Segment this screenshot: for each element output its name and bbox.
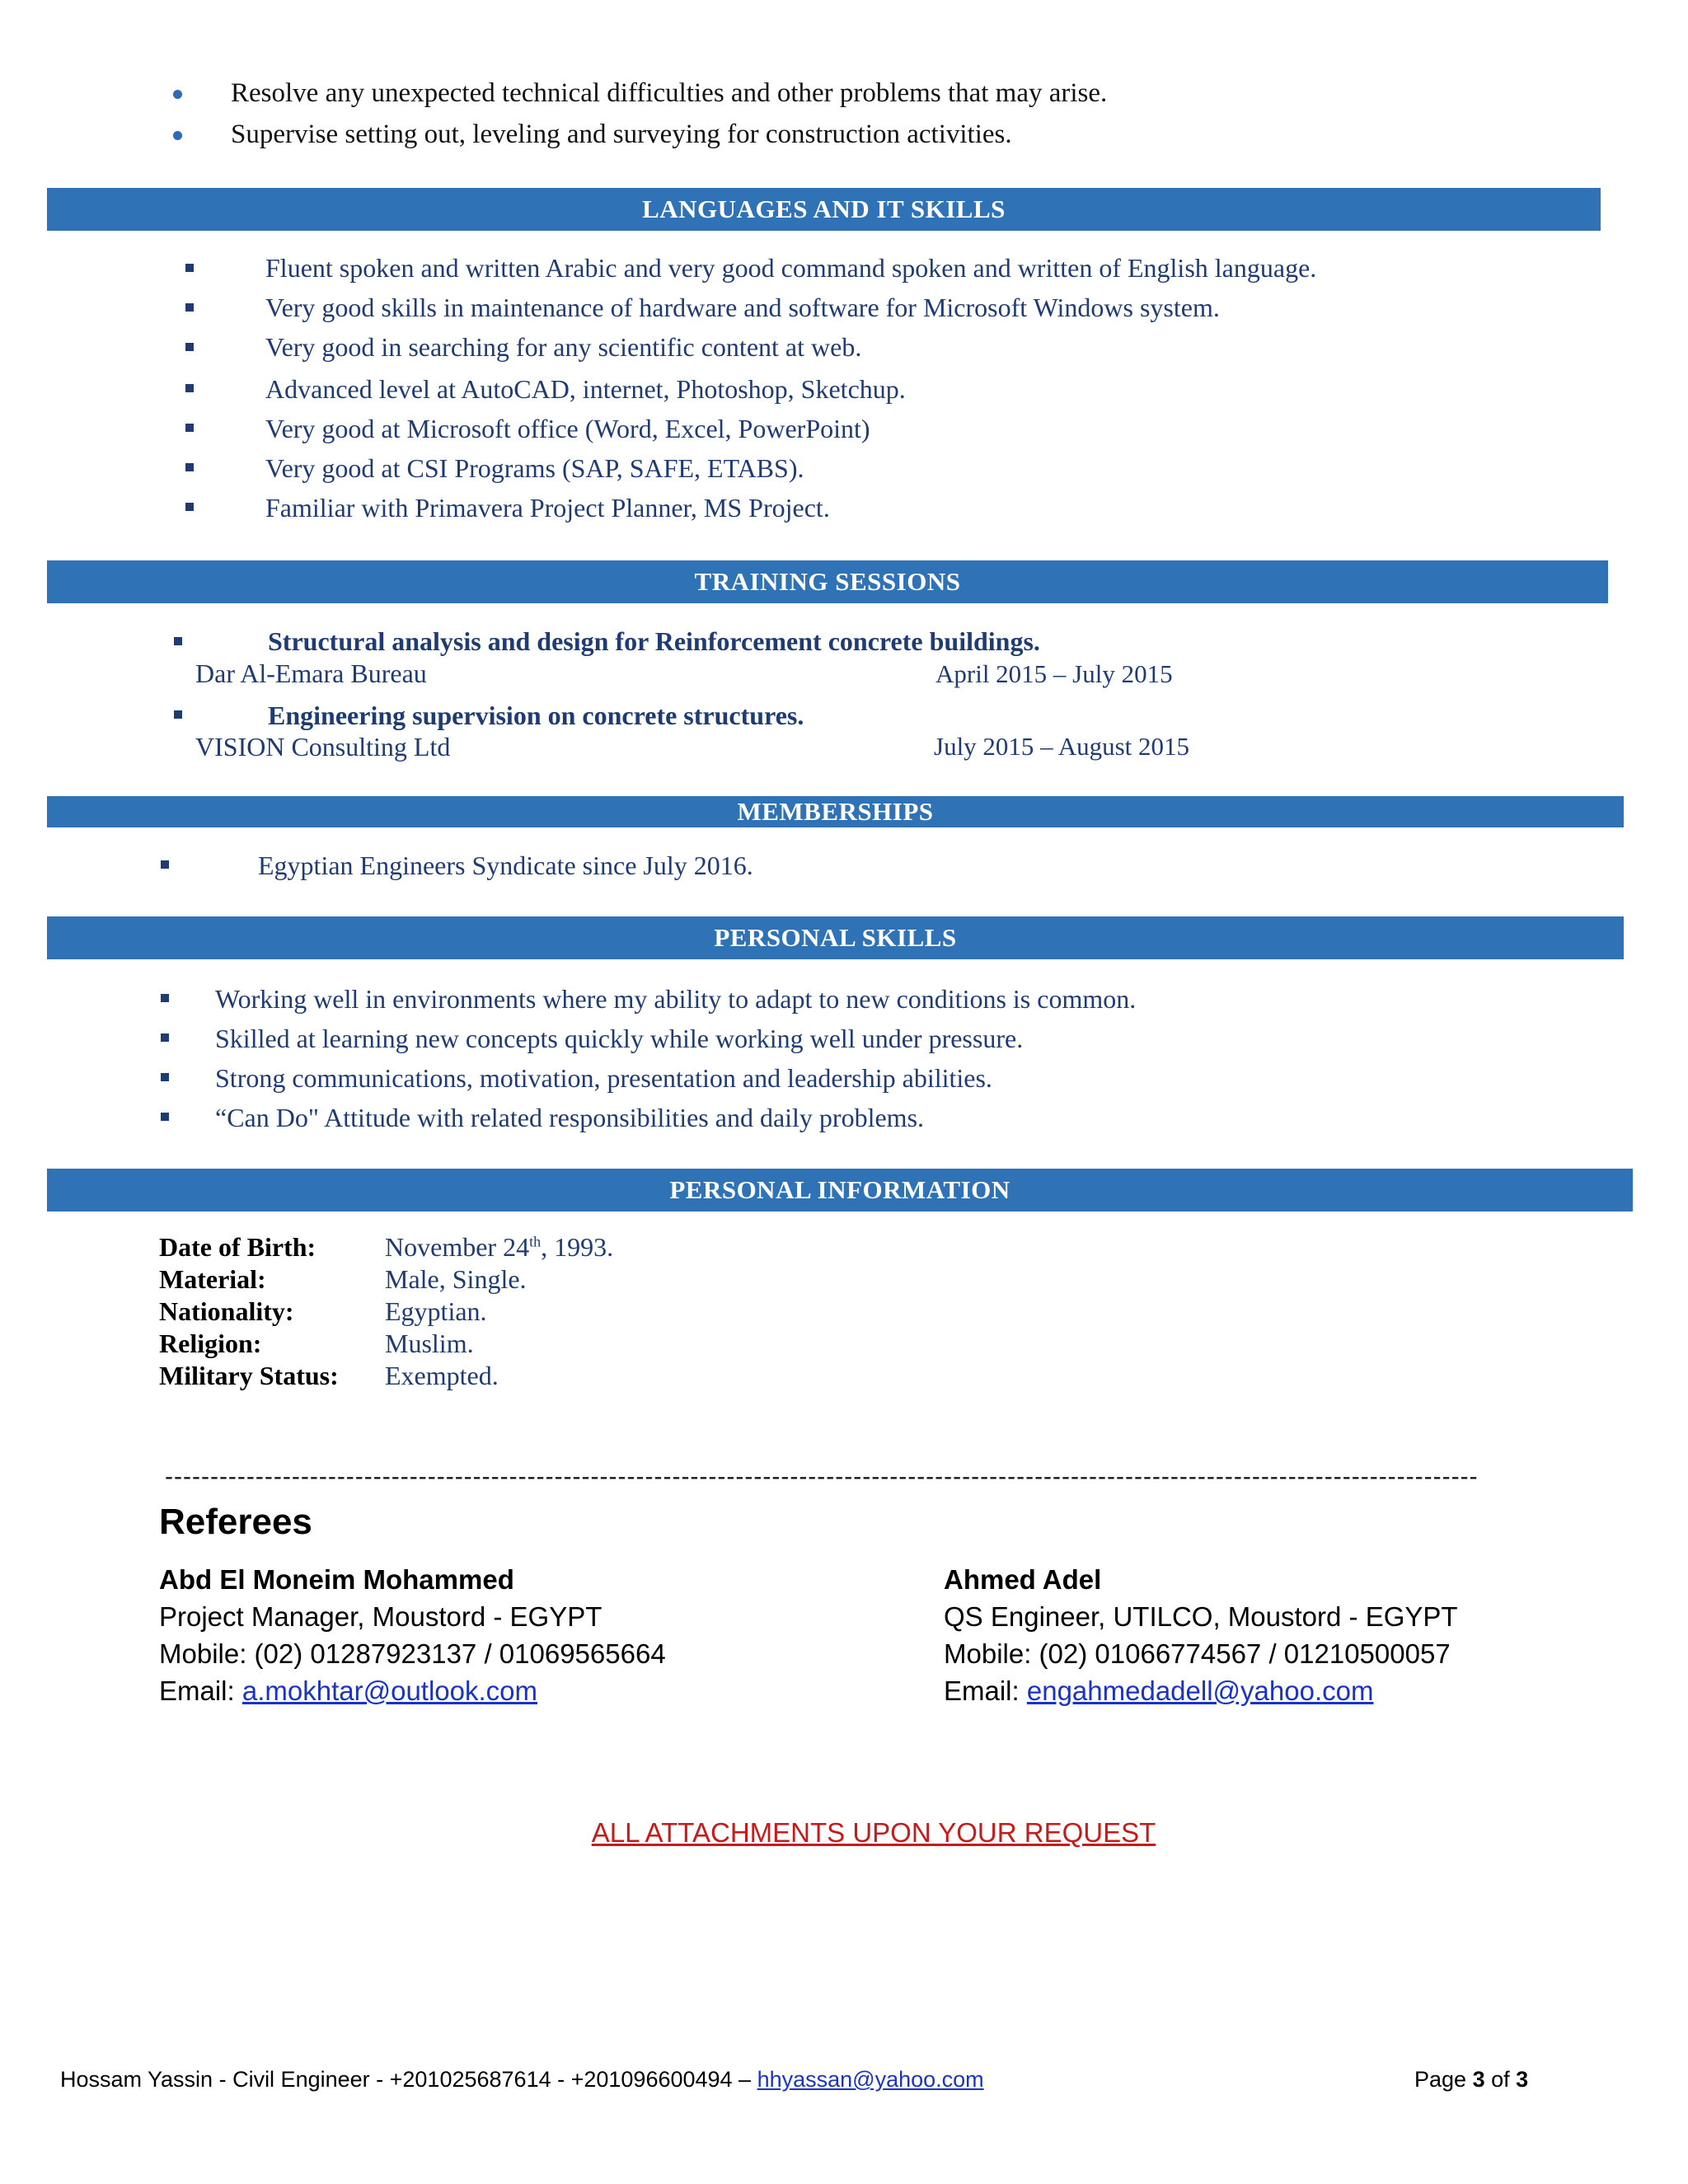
page-of: of [1484, 2067, 1517, 2092]
nationality-label: Nationality: [159, 1296, 294, 1326]
list-item: Advanced level at AutoCAD, internet, Photoshop, Sketchup. [265, 374, 906, 404]
page-current: 3 [1472, 2067, 1485, 2092]
section-heading-training: TRAINING SESSIONS [47, 560, 1608, 603]
training-date: July 2015 – August 2015 [934, 732, 1190, 761]
footer-contact [60, 2067, 984, 2093]
marital-label: Material: [159, 1264, 266, 1294]
list-item: Very good skills in maintenance of hardware and software for Microsoft Windows system. [265, 293, 1220, 322]
page-number [1414, 2067, 1528, 2093]
list-item: Very good in searching for any scientific content at web. [265, 332, 862, 362]
bullet-square [161, 1033, 169, 1042]
training-title: Structural analysis and design for Reinforcement concrete buildings. [268, 626, 1040, 656]
list-item: Strong communications, motivation, presentation and leadership abilities. [215, 1063, 992, 1093]
bullet-square [174, 637, 182, 645]
bullet-square [161, 1073, 169, 1081]
military-label: Military Status: [159, 1361, 339, 1390]
page-word: Page [1414, 2067, 1473, 2092]
referee-email-link[interactable]: engahmedadell@yahoo.com [1026, 1675, 1374, 1706]
referee-left [159, 1561, 666, 1709]
dob-value [385, 1232, 613, 1263]
bullet-square [161, 1113, 169, 1121]
referees-heading: Referees [159, 1502, 312, 1542]
military-value: Exempted. [385, 1361, 499, 1390]
training-date: April 2015 – July 2015 [935, 659, 1173, 688]
dob-year: , 1993. [541, 1232, 614, 1262]
referee-name: Ahmed Adel [944, 1564, 1102, 1595]
referee-role: QS Engineer, UTILCO, Moustord - EGYPT [944, 1601, 1458, 1632]
bullet-square [185, 424, 194, 432]
footer-email-link[interactable]: hhyassan@yahoo.com [757, 2067, 984, 2092]
bullet-dot [173, 131, 182, 140]
referee-name: Abd El Moneim Mohammed [159, 1564, 514, 1595]
religion-label: Religion: [159, 1329, 262, 1358]
referee-role: Project Manager, Moustord - EGYPT [159, 1601, 603, 1632]
referee-mobile: Mobile: (02) 01287923137 / 01069565664 [159, 1638, 666, 1669]
bullet-square [185, 503, 194, 511]
nationality-value: Egyptian. [385, 1296, 487, 1326]
section-heading-personal-info: PERSONAL INFORMATION [47, 1169, 1633, 1212]
email-label: Email: [944, 1675, 1027, 1706]
bullet-square [185, 463, 194, 471]
dob-suffix: th [529, 1233, 542, 1250]
religion-value: Muslim. [385, 1329, 474, 1358]
page-total: 3 [1516, 2067, 1529, 2092]
training-org: VISION Consulting Ltd [195, 732, 451, 762]
bullet-square [185, 264, 194, 272]
dob-month-day: November 24 [385, 1232, 530, 1262]
list-item: Very good at CSI Programs (SAP, SAFE, ETABS). [265, 453, 804, 483]
bullet-square [161, 860, 169, 869]
section-heading-personal-skills: PERSONAL SKILLS [47, 916, 1624, 959]
bullet-square [174, 710, 182, 719]
bullet-square [161, 994, 169, 1002]
list-item: Familiar with Primavera Project Planner, MS Project. [265, 493, 830, 523]
list-item: Egyptian Engineers Syndicate since July 2016. [258, 851, 753, 880]
section-heading-languages: LANGUAGES AND IT SKILLS [47, 188, 1601, 231]
dashed-separator: ------------------------------------------------------------------------------------------------------------------------------------------------- [165, 1463, 1479, 1490]
footer-text: Hossam Yassin - Civil Engineer - +201025687614 - +201096600494 – [60, 2067, 757, 2092]
referee-right [944, 1561, 1458, 1709]
training-org: Dar Al-Emara Bureau [195, 658, 427, 688]
list-item: Very good at Microsoft office (Word, Excel, PowerPoint) [265, 414, 870, 443]
list-item: “Can Do" Attitude with related responsibilities and daily problems. [215, 1103, 925, 1132]
list-item: Working well in environments where my ability to adapt to new conditions is common. [215, 984, 1137, 1014]
section-heading-memberships: MEMBERSHIPS [47, 796, 1624, 827]
referee-email-row [944, 1672, 1458, 1709]
referee-email-row [159, 1672, 666, 1709]
email-label: Email: [159, 1675, 242, 1706]
dob-label: Date of Birth: [159, 1232, 316, 1262]
list-item: Fluent spoken and written Arabic and very good command spoken and written of English language. [265, 253, 1317, 283]
attachments-note: ALL ATTACHMENTS UPON YOUR REQUEST [591, 1817, 1156, 1848]
list-item: Skilled at learning new concepts quickly while working well under pressure. [215, 1024, 1024, 1053]
marital-value: Male, Single. [385, 1264, 527, 1294]
bullet-square [185, 384, 194, 392]
training-title: Engineering supervision on concrete structures. [268, 701, 804, 730]
bullet-dot [173, 90, 182, 99]
bullet-square [185, 303, 194, 312]
referee-email-link[interactable]: a.mokhtar@outlook.com [241, 1675, 538, 1706]
bullet-square [185, 343, 194, 351]
referee-mobile: Mobile: (02) 01066774567 / 01210500057 [944, 1638, 1451, 1669]
